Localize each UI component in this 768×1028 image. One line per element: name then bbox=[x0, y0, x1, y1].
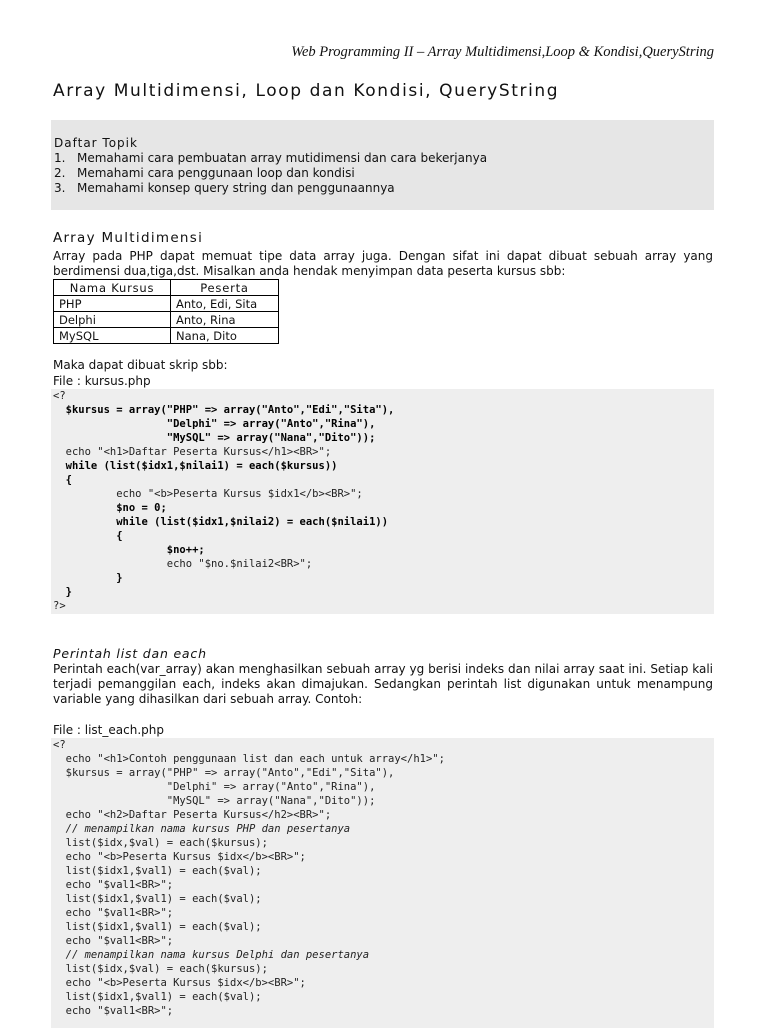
item-number: 1. bbox=[54, 151, 66, 165]
section-title: Array Multidimensi bbox=[53, 230, 204, 246]
table-cell: Delphi bbox=[54, 312, 171, 328]
code-line: echo "$val1<BR>"; bbox=[53, 907, 174, 919]
code-line: } bbox=[53, 586, 72, 598]
file-label: File : list_each.php bbox=[53, 723, 164, 737]
table-row bbox=[54, 328, 279, 344]
item-text: Memahami cara penggunaan loop dan kondisi bbox=[77, 166, 355, 180]
code-block-list-each bbox=[51, 738, 714, 1028]
table-row bbox=[54, 312, 279, 328]
code-line: } bbox=[53, 572, 123, 584]
code-line: { bbox=[53, 530, 123, 542]
course-table bbox=[53, 279, 279, 344]
code-line: $no = 0; bbox=[53, 502, 167, 514]
code-line: <? bbox=[53, 739, 66, 751]
list-item bbox=[54, 166, 714, 181]
item-text: Memahami cara pembuatan array mutidimensi dan cara bekerjanya bbox=[77, 151, 488, 165]
running-header: Web Programming II – Array Multidimensi,Loop & Kondisi,QueryString bbox=[291, 44, 714, 60]
column-header: Peserta bbox=[171, 280, 279, 296]
code-line: echo "<b>Peserta Kursus $idx</b><BR>"; bbox=[53, 851, 306, 863]
section-paragraph: Perintah each(var_array) akan menghasilkan sebuah array yg berisi indeks dan nilai array saat ini. Setiap kali terjadi pemanggilan each, indeks akan dimajukan. Sedangkan perintah list digunakan untuk menampung variable yang dihasilkan dari sebuah array. Contoh: bbox=[53, 662, 713, 706]
code-line: echo "$val1<BR>"; bbox=[53, 935, 174, 947]
subsection-title: Perintah list dan each bbox=[53, 646, 207, 661]
code-line: $no++; bbox=[53, 544, 205, 556]
intro-text: Maka dapat dibuat skrip sbb: bbox=[53, 358, 228, 372]
section-paragraph: Array pada PHP dapat memuat tipe data array juga. Dengan sifat ini dapat dibuat sebuah array yang berdimensi dua,tiga,dst. Misalkan anda hendak menyimpan data peserta kursus sbb: bbox=[53, 249, 713, 278]
code-line: list($idx1,$val1) = each($val); bbox=[53, 991, 262, 1003]
table-cell: Nana, Dito bbox=[171, 328, 279, 344]
code-line: list($idx,$val) = each($kursus); bbox=[53, 963, 268, 975]
code-comment: // menampilkan nama kursus PHP dan pesertanya bbox=[53, 823, 351, 835]
table-cell: MySQL bbox=[54, 328, 171, 344]
table-cell: PHP bbox=[54, 296, 171, 312]
code-line: while (list($idx1,$nilai2) = each($nilai1)) bbox=[53, 516, 389, 528]
code-line: list($idx1,$val1) = each($val); bbox=[53, 921, 262, 933]
code-line: list($idx1,$val1) = each($val); bbox=[53, 865, 262, 877]
code-line: echo "$no.$nilai2<BR>"; bbox=[53, 558, 313, 570]
code-line: echo "<b>Peserta Kursus $idx1</b><BR>"; bbox=[53, 488, 363, 500]
item-number: 2. bbox=[54, 166, 66, 180]
file-label: File : kursus.php bbox=[53, 374, 151, 388]
item-number: 3. bbox=[54, 181, 66, 195]
code-line: <? bbox=[53, 390, 66, 402]
code-line: ?> bbox=[53, 600, 66, 612]
code-line: "Delphi" => array("Anto","Rina"), bbox=[53, 781, 376, 793]
code-line: "Delphi" => array("Anto","Rina"), bbox=[53, 418, 376, 430]
document-title: Array Multidimensi, Loop dan Kondisi, QueryString bbox=[53, 81, 560, 101]
code-line: echo "$val1<BR>"; bbox=[53, 879, 174, 891]
code-line: "MySQL" => array("Nana","Dito")); bbox=[53, 432, 376, 444]
code-line: { bbox=[53, 474, 72, 486]
code-line: while (list($idx1,$nilai1) = each($kursus)) bbox=[53, 460, 338, 472]
table-header-row bbox=[54, 280, 279, 296]
topic-list bbox=[54, 151, 714, 196]
column-header: Nama Kursus bbox=[54, 280, 171, 296]
code-line: "MySQL" => array("Nana","Dito")); bbox=[53, 795, 376, 807]
topic-heading: Daftar Topik bbox=[54, 136, 138, 150]
code-line: echo "<b>Peserta Kursus $idx</b><BR>"; bbox=[53, 977, 306, 989]
table-cell: Anto, Rina bbox=[171, 312, 279, 328]
code-line: echo "$val1<BR>"; bbox=[53, 1005, 174, 1017]
code-line: $kursus = array("PHP" => array("Anto","Edi","Sita"), bbox=[53, 404, 395, 416]
list-item bbox=[54, 181, 714, 196]
code-line: list($idx,$val) = each($kursus); bbox=[53, 837, 268, 849]
list-item bbox=[54, 151, 714, 166]
table-row bbox=[54, 296, 279, 312]
code-comment: // menampilkan nama kursus Delphi dan pesertanya bbox=[53, 949, 370, 961]
code-line: echo "<h1>Daftar Peserta Kursus</h1><BR>"; bbox=[53, 446, 332, 458]
code-line: echo "<h2>Daftar Peserta Kursus</h2><BR>"; bbox=[53, 809, 332, 821]
topic-box bbox=[51, 120, 714, 210]
code-line: $kursus = array("PHP" => array("Anto","Edi","Sita"), bbox=[53, 767, 395, 779]
code-block-kursus bbox=[51, 389, 714, 614]
code-line: list($idx1,$val1) = each($val); bbox=[53, 893, 262, 905]
code-line: echo "<h1>Contoh penggunaan list dan each untuk array</h1>"; bbox=[53, 753, 445, 765]
item-text: Memahami konsep query string dan penggunaannya bbox=[77, 181, 395, 195]
table-cell: Anto, Edi, Sita bbox=[171, 296, 279, 312]
